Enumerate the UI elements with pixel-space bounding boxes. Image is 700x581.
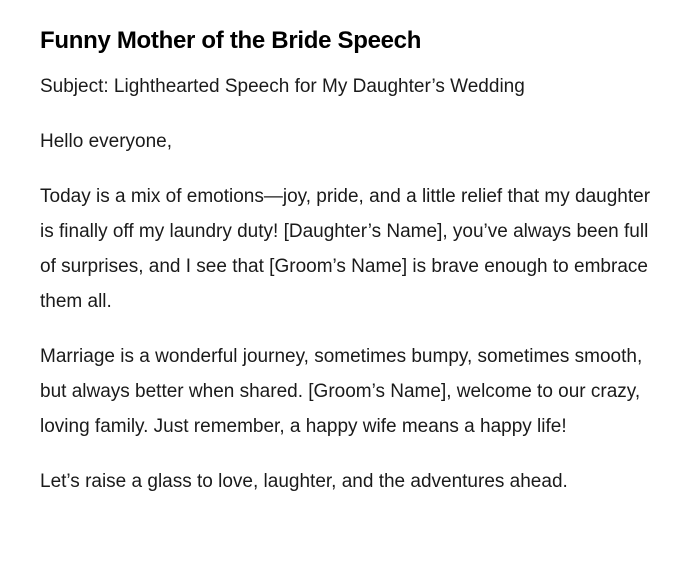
subject-line: Subject: Lighthearted Speech for My Daughter’s Wedding bbox=[40, 76, 525, 97]
paragraph-3: Let’s raise a glass to love, laughter, and the adventures ahead. bbox=[40, 471, 568, 492]
document-title: Funny Mother of the Bride Speech bbox=[40, 27, 422, 54]
greeting: Hello everyone, bbox=[40, 131, 173, 152]
paragraph-2: Marriage is a wonderful journey, sometimes bumpy, sometimes smooth, but always better when shared. [Groom’s Name], welcome to our crazy, loving family. Just remember, a happy wife means a happy life! bbox=[40, 346, 643, 437]
paragraph-1: Today is a mix of emotions—joy, pride, and a little relief that my daughter is finally off my laundry duty! [Daughter’s Name], you’ve always been full of surprises, and I see that [Groom’s Name] is brave enough to embrace them all. bbox=[40, 186, 651, 312]
